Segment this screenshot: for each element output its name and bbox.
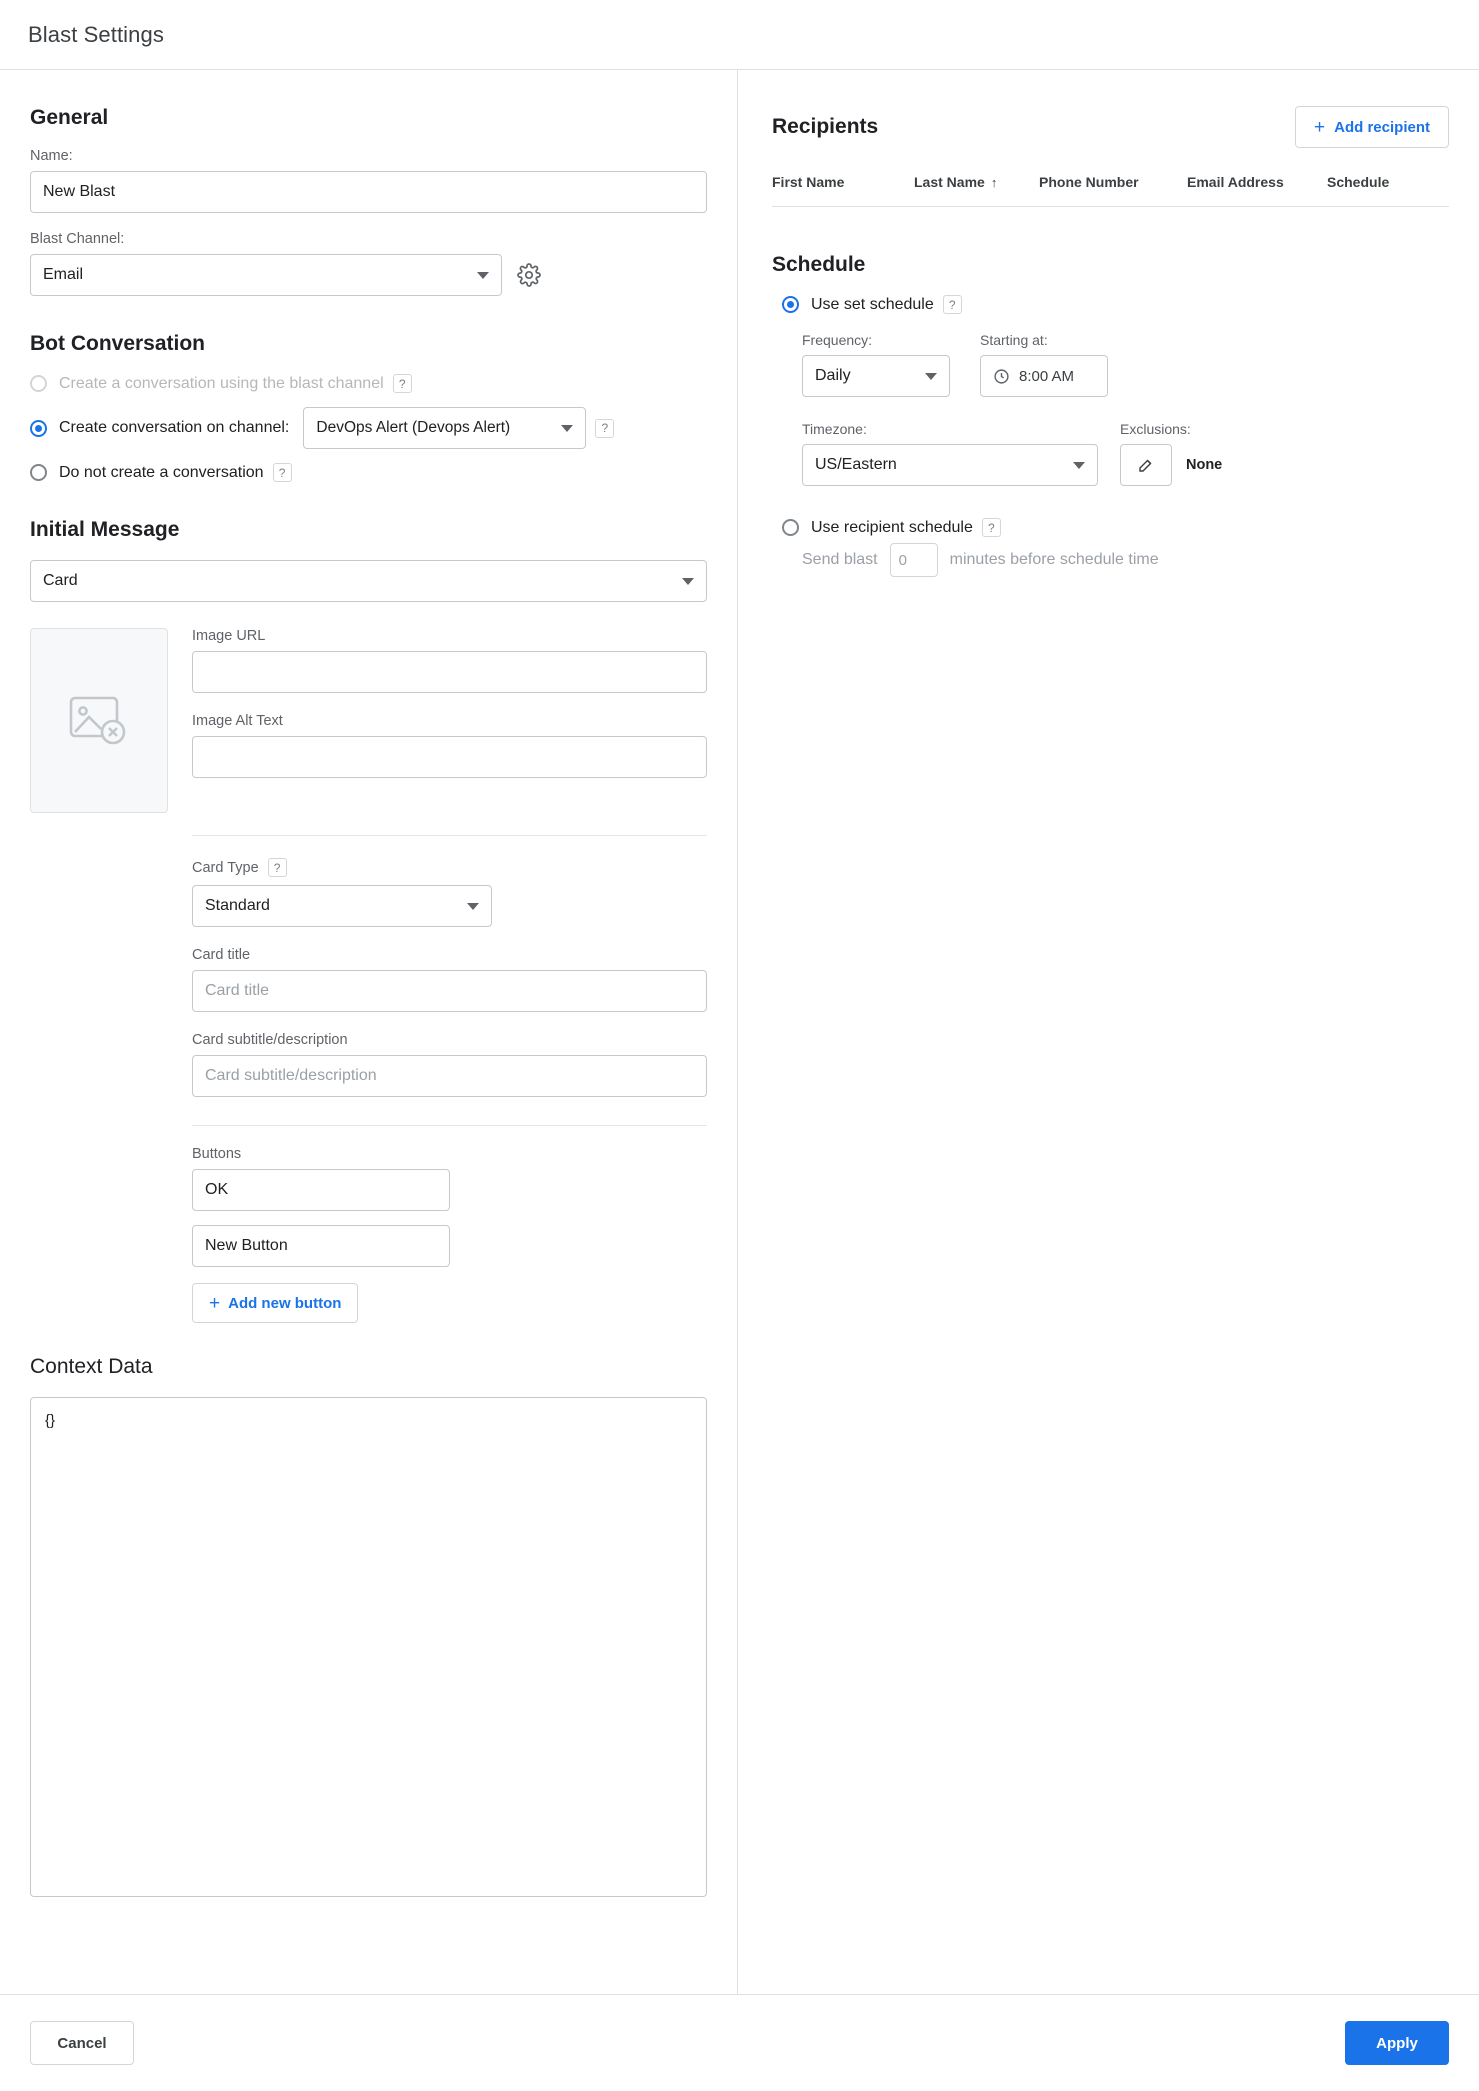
add-new-button-label: Add new button (228, 1294, 342, 1312)
recipients-table-header-row (772, 174, 1449, 207)
radio-icon (30, 464, 47, 481)
timezone-row (802, 421, 1449, 486)
chevron-down-icon (1073, 462, 1085, 469)
image-alt-input[interactable] (192, 736, 707, 778)
radio-icon (782, 296, 799, 313)
radio-create-on-channel[interactable] (30, 407, 707, 449)
gear-icon[interactable] (516, 262, 542, 288)
add-recipient-label: Add recipient (1334, 118, 1430, 136)
edit-exclusions-button[interactable] (1120, 444, 1172, 486)
timezone-value: US/Eastern (815, 456, 897, 473)
chevron-down-icon (925, 373, 937, 380)
message-type-value: Card (43, 572, 78, 589)
timezone-select[interactable] (802, 444, 1098, 486)
starting-at-value: 8:00 AM (1019, 367, 1075, 385)
exclusions-label: Exclusions: (1120, 421, 1191, 437)
help-icon[interactable]: ? (982, 518, 1001, 537)
column-phone-number[interactable]: Phone Number (1039, 174, 1187, 207)
blast-channel-label: Blast Channel: (30, 231, 125, 247)
card-button-input-1[interactable] (192, 1169, 450, 1211)
column-last-name-label: Last Name (914, 174, 985, 190)
pencil-icon (1137, 456, 1155, 474)
starting-at-input[interactable] (980, 355, 1108, 397)
image-url-label: Image URL (192, 628, 266, 644)
recipients-heading: Recipients (772, 115, 879, 138)
dialog-titlebar (0, 0, 1479, 70)
starting-at-label: Starting at: (980, 332, 1048, 348)
card-image-row (30, 628, 707, 813)
general-heading: General (30, 106, 109, 129)
image-alt-label: Image Alt Text (192, 713, 283, 729)
send-blast-minutes-input[interactable] (890, 543, 938, 577)
help-icon[interactable]: ? (595, 419, 614, 438)
column-schedule[interactable]: Schedule (1327, 174, 1449, 207)
send-blast-row (802, 543, 1449, 577)
bot-channel-value: DevOps Alert (Devops Alert) (316, 419, 511, 436)
schedule-heading: Schedule (772, 253, 866, 276)
bot-conversation-heading: Bot Conversation (30, 332, 206, 355)
radio-icon (30, 420, 47, 437)
help-icon[interactable]: ? (268, 858, 287, 877)
send-blast-prefix: Send blast (802, 551, 878, 568)
frequency-value: Daily (815, 367, 851, 384)
right-panel (738, 70, 1479, 1994)
left-panel (0, 70, 738, 1994)
column-first-name[interactable]: First Name (772, 174, 914, 207)
name-label: Name: (30, 148, 73, 164)
chevron-down-icon (561, 425, 573, 432)
radio-no-conversation[interactable] (30, 463, 707, 482)
recipients-header (772, 106, 1449, 148)
schedule-settings (802, 332, 1449, 486)
frequency-row (802, 332, 1449, 397)
initial-message-heading: Initial Message (30, 518, 180, 541)
column-last-name[interactable] (914, 174, 1039, 207)
sort-ascending-icon: ↑ (990, 175, 998, 190)
card-subtitle-label: Card subtitle/description (192, 1032, 348, 1048)
card-title-input[interactable] (192, 970, 707, 1012)
radio-use-recipient-schedule[interactable] (782, 518, 1449, 537)
frequency-select[interactable] (802, 355, 950, 397)
name-input[interactable] (30, 171, 707, 213)
card-title-label: Card title (192, 947, 251, 963)
radio-icon (30, 375, 47, 392)
exclusions-value: None (1186, 457, 1223, 473)
radio-create-using-blast-channel[interactable] (30, 374, 707, 393)
add-recipient-button[interactable] (1295, 106, 1449, 148)
column-email-address[interactable]: Email Address (1187, 174, 1327, 207)
plus-icon: + (209, 1292, 221, 1314)
timezone-label: Timezone: (802, 421, 867, 437)
chevron-down-icon (682, 578, 694, 585)
clock-icon (993, 368, 1010, 385)
chevron-down-icon (467, 903, 479, 910)
message-type-select[interactable] (30, 560, 707, 602)
card-type-value: Standard (205, 897, 270, 914)
blast-channel-value: Email (43, 266, 84, 283)
dialog-footer (0, 1995, 1479, 2091)
radio-label: Do not create a conversation (59, 463, 264, 481)
card-button-input-2[interactable] (192, 1225, 450, 1267)
help-icon[interactable]: ? (943, 295, 962, 314)
context-data-textarea[interactable] (30, 1397, 707, 1897)
divider (192, 1125, 707, 1126)
card-type-label: Card Type (192, 859, 259, 876)
context-data-heading: Context Data (30, 1355, 153, 1378)
radio-label: Create conversation on channel: (59, 419, 290, 436)
frequency-label: Frequency: (802, 332, 873, 348)
card-subtitle-input[interactable] (192, 1055, 707, 1097)
radio-label: Use set schedule (811, 295, 934, 313)
blast-channel-select[interactable] (30, 254, 502, 296)
image-preview (30, 628, 168, 813)
dialog-body (0, 70, 1479, 1995)
radio-use-set-schedule[interactable] (782, 295, 1449, 314)
blast-channel-row (30, 254, 707, 296)
page-title: Blast Settings (28, 21, 164, 47)
divider (192, 835, 707, 836)
broken-image-icon (68, 692, 130, 750)
card-type-label-row (192, 858, 707, 877)
buttons-label: Buttons (192, 1146, 242, 1162)
radio-label: Use recipient schedule (811, 518, 973, 536)
help-icon[interactable]: ? (393, 374, 412, 393)
add-new-button[interactable] (192, 1283, 358, 1323)
send-blast-suffix: minutes before schedule time (949, 551, 1159, 568)
cancel-button[interactable]: Cancel (30, 2021, 134, 2065)
recipients-table (772, 174, 1449, 207)
image-url-input[interactable] (192, 651, 707, 693)
card-type-select[interactable] (192, 885, 492, 927)
chevron-down-icon (477, 272, 489, 279)
help-icon[interactable]: ? (273, 463, 292, 482)
bot-channel-select[interactable] (303, 407, 586, 449)
radio-icon (782, 519, 799, 536)
radio-label: Create a conversation using the blast channel (59, 374, 384, 392)
apply-button[interactable]: Apply (1345, 2021, 1449, 2065)
plus-icon: + (1314, 116, 1326, 138)
